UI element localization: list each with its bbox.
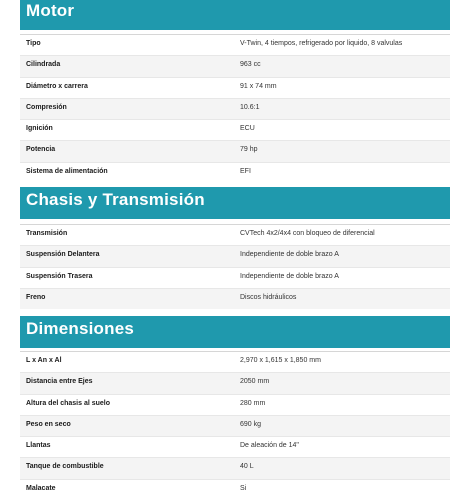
row-value: 280 mm <box>240 399 266 407</box>
table-row <box>20 267 450 288</box>
row-value: Independiente de doble brazo A <box>240 272 339 280</box>
row-label: Malacate <box>26 484 56 492</box>
row-label: Transmisión <box>26 230 68 237</box>
row-label: Suspensión Delantera <box>26 251 100 259</box>
row-label: Peso en seco <box>26 420 71 428</box>
table-row <box>20 457 450 478</box>
section-header-chasis <box>20 187 450 219</box>
table-row <box>20 55 450 76</box>
table-row <box>20 288 450 309</box>
table-row <box>20 415 450 436</box>
row-label: Llantas <box>26 442 51 450</box>
row-value: CVTech 4x2/4x4 con bloqueo de diferencial <box>240 230 375 237</box>
table-row <box>20 119 450 140</box>
row-value: 963 cc <box>240 61 261 69</box>
section-title: Motor <box>26 1 75 20</box>
table-row <box>20 351 450 372</box>
table-row <box>20 140 450 161</box>
row-value: Si <box>240 484 247 492</box>
row-label: Diámetro x carrera <box>26 82 88 90</box>
section-header-motor <box>20 0 450 30</box>
row-value: V-Twin, 4 tiempos, refrigerado por liquido, 8 valvulas <box>240 40 403 47</box>
row-label: Sistema de alimentación <box>26 167 108 175</box>
row-value: 10.6:1 <box>240 103 260 111</box>
row-value: Independiente de doble brazo A <box>240 251 339 259</box>
table-row <box>20 245 450 266</box>
row-value: De aleación de 14" <box>240 442 299 450</box>
spec-table-chasis <box>20 224 450 309</box>
table-row <box>20 372 450 393</box>
table-row <box>20 162 450 183</box>
section-title: Dimensiones <box>26 319 135 338</box>
row-value: 79 hp <box>240 146 258 154</box>
table-row <box>20 224 450 245</box>
row-label: Altura del chasis al suelo <box>26 399 111 407</box>
row-value: EFI <box>240 167 251 175</box>
table-row <box>20 479 450 500</box>
spec-table-motor <box>20 34 450 183</box>
table-row <box>20 34 450 55</box>
row-value: 91 x 74 mm <box>240 82 277 90</box>
row-label: Potencia <box>26 146 56 154</box>
spec-table-dimensiones <box>20 351 450 500</box>
row-label: Compresión <box>26 103 67 111</box>
table-row <box>20 394 450 415</box>
table-row <box>20 98 450 119</box>
row-label: Ignición <box>26 125 53 133</box>
row-label: Tanque de combustible <box>26 463 104 471</box>
row-value: 2,970 x 1,615 x 1,850 mm <box>240 357 321 364</box>
table-row <box>20 77 450 98</box>
row-label: Suspensión Trasera <box>26 272 93 280</box>
row-value: 2050 mm <box>240 378 270 386</box>
row-value: ECU <box>240 125 255 133</box>
row-value: 40 L <box>240 463 254 471</box>
row-label: L x An x Al <box>26 357 62 364</box>
section-title: Chasis y Transmisión <box>26 190 205 209</box>
row-label: Cilindrada <box>26 61 61 69</box>
row-value: Discos hidráulicos <box>240 293 297 301</box>
row-label: Distancia entre Ejes <box>26 378 93 386</box>
row-label: Freno <box>26 293 46 301</box>
section-header-dimensiones <box>20 316 450 348</box>
table-row <box>20 436 450 457</box>
row-value: 690 kg <box>240 420 262 428</box>
row-label: Tipo <box>26 40 41 47</box>
